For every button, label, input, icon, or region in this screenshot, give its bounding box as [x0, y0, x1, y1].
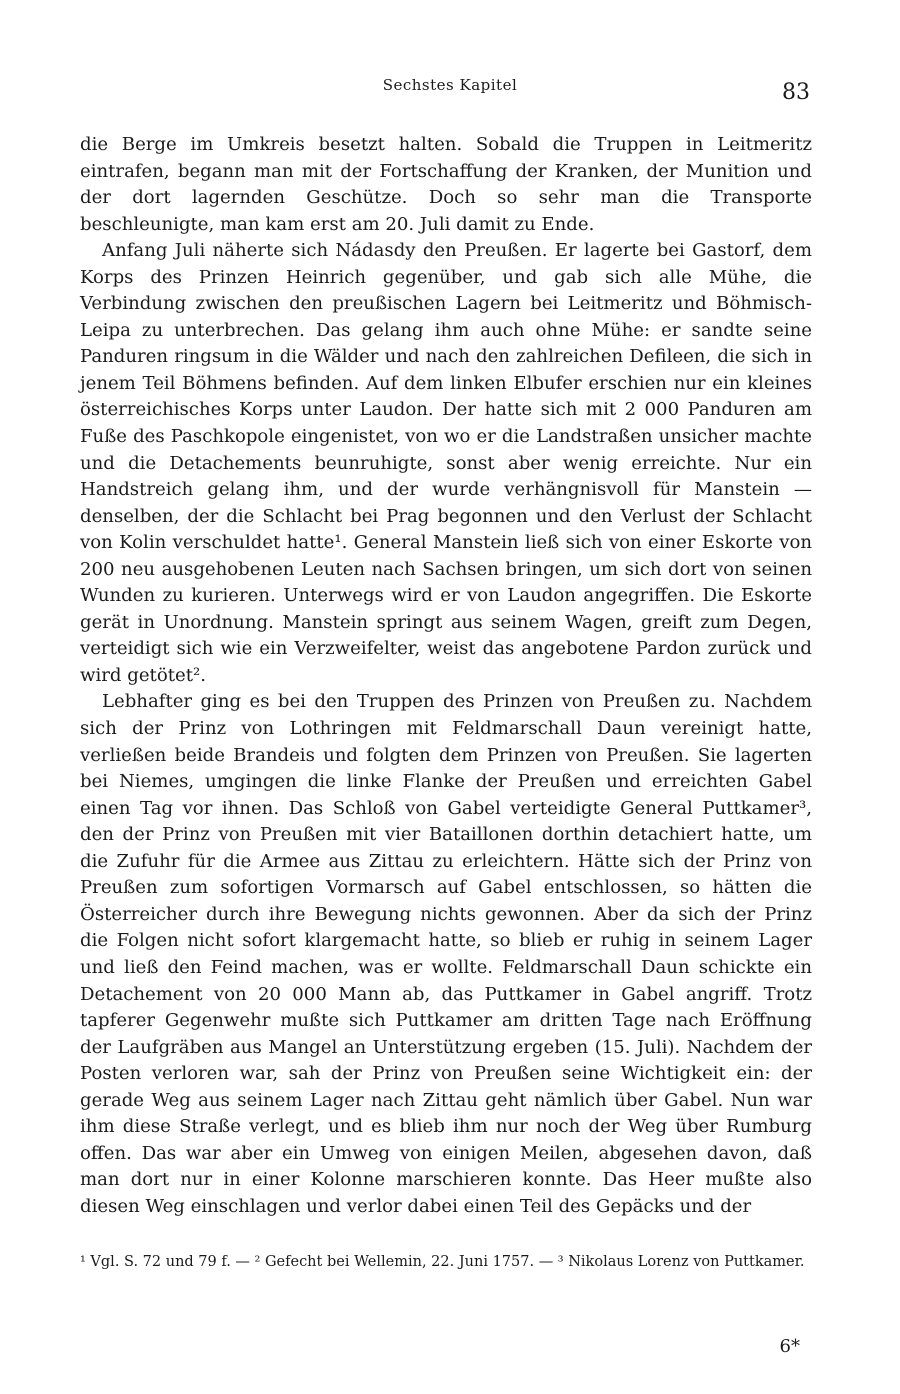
running-head: Sechstes Kapitel: [382, 76, 518, 94]
body-text: [80, 132, 812, 1220]
paragraph: Anfang Juli näherte sich Nádasdy den Preußen. Er lagerte bei Gastorf, dem Korps des Prinzen Heinrich gegenüber, und gab sich alle Mühe, die Verbindung zwischen den preußischen Lagern bei Leitmeritz und Böhmisch-Leipa zu unterbrechen. Das gelang ihm auch ohne Mühe: er sandte seine Panduren ringsum in die Wälder und nach den zahlreichen Defileen, die sich in jenem Teil Böhmens befinden. Auf dem linken Elbufer erschien nur ein kleines österreichisches Korps unter Laudon. Der hatte sich mit 2 000 Panduren am Fuße des Paschkopole eingenistet, von wo er die Landstraßen unsicher machte und die Detachements beunruhigte, sonst aber wenig erreichte. Nur ein Handstreich gelang ihm, und der wurde verhängnisvoll für Manstein — denselben, der die Schlacht bei Prag begonnen und den Verlust der Schlacht von Kolin verschuldet hatte¹. General Manstein ließ sich von einer Eskorte von 200 neu ausgehobenen Leuten nach Sachsen bringen, um sich dort von seinen Wunden zu kurieren. Unterwegs wird er von Laudon angegriffen. Die Eskorte gerät in Unordnung. Manstein springt aus seinem Wagen, greift zum Degen, verteidigt sich wie ein Verzweifelter, weist das angebotene Pardon zurück und wird getötet².: [80, 240, 812, 686]
page-number: 83: [782, 80, 810, 105]
paragraph: die Berge im Umkreis besetzt halten. Sobald die Truppen in Leitmeritz eintrafen, begann man mit der Fortschaffung der Kranken, der Munition und der dort lagernden Geschütze. Doch so sehr man die Transporte beschleunigte, man kam erst am 20. Juli damit zu Ende.: [80, 134, 812, 235]
signature-mark: 6*: [779, 1336, 800, 1357]
paragraph: Lebhafter ging es bei den Truppen des Prinzen von Preußen zu. Nachdem sich der Prinz von Lothringen mit Feldmarschall Daun vereinigt hatte, verließen beide Brandeis und folgten dem Prinzen von Preußen. Sie lagerten bei Niemes, umgingen die linke Flanke der Preußen und erreichten Gabel einen Tag vor ihnen. Das Schloß von Gabel verteidigte General Puttkamer³, den der Prinz von Preußen mit vier Bataillonen dorthin detachiert hatte, um die Zufuhr für die Armee aus Zittau zu erleichtern. Hätte sich der Prinz von Preußen zum sofortigen Vormarsch auf Gabel entschlossen, so hätten die Österreicher durch ihre Bewegung nichts gewonnen. Aber da sich der Prinz die Folgen nicht sofort klargemacht hatte, so blieb er ruhig in seinem Lager und ließ den Feind machen, was er wollte. Feldmarschall Daun schickte ein Detachement von 20 000 Mann ab, das Puttkamer in Gabel angriff. Trotz tapferer Gegenwehr mußte sich Puttkamer am dritten Tage nach Eröffnung der Laufgräben aus Mangel an Unterstützung ergeben (15. Juli). Nachdem der Posten verloren war, sah der Prinz von Preußen seine Wichtigkeit ein: der gerade Weg aus seinem Lager nach Zittau geht nämlich über Gabel. Nun war ihm diese Straße verlegt, und es blieb ihm nur noch der Weg über Rumburg offen. Das war aber ein Umweg von einigen Meilen, abgesehen davon, daß man dort nur in einer Kolonne marschieren konnte. Das Heer mußte also diesen Weg einschlagen und verlor dabei einen Teil des Gepäcks und der: [80, 691, 812, 1217]
footnotes: ¹ Vgl. S. 72 und 79 f. — ² Gefecht bei Wellemin, 22. Juni 1757. — ³ Nikolaus Lorenz von Puttkamer.: [80, 1254, 805, 1270]
